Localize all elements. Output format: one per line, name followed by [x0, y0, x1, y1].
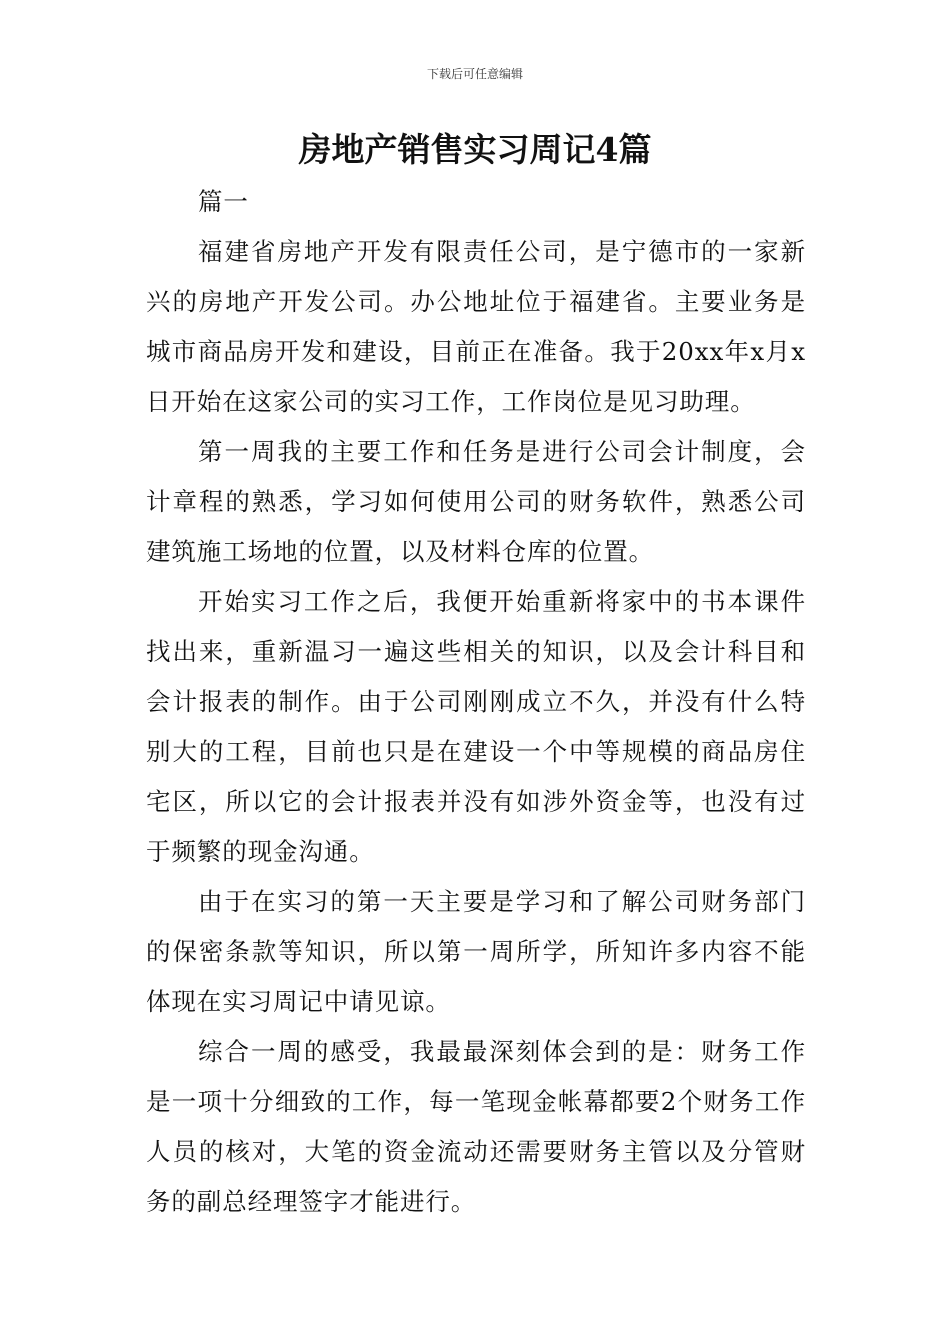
document-body	[146, 177, 806, 1227]
paragraph-5: 综合一周的感受，我最最深刻体会到的是：财务工作是一项十分细致的工作，每一笔现金帐幕都要2个财务工作人员的核对，大笔的资金流动还需要财务主管以及分管财务的副总经理签字才能进行。	[146, 1037, 806, 1216]
paragraph-2: 第一周我的主要工作和任务是进行公司会计制度，会计章程的熟悉，学习如何使用公司的财务软件，熟悉公司建筑施工场地的位置，以及材料仓库的位置。	[146, 437, 806, 566]
paragraph-1: 福建省房地产开发有限责任公司，是宁德市的一家新兴的房地产开发公司。办公地址位于福建省。主要业务是城市商品房开发和建设，目前正在准备。我于20xx年x月x日开始在这家公司的实习工作，工作岗位是见习助理。	[146, 237, 806, 416]
paragraph-3: 开始实习工作之后，我便开始重新将家中的书本课件找出来，重新温习一遍这些相关的知识，以及会计科目和会计报表的制作。由于公司刚刚成立不久，并没有什么特别大的工程，目前也只是在建设一个中等规模的商品房住宅区，所以它的会计报表并没有如涉外资金等，也没有过于频繁的现金沟通。	[146, 587, 806, 866]
paragraph-4: 由于在实习的第一天主要是学习和了解公司财务部门的保密条款等知识，所以第一周所学，所知许多内容不能体现在实习周记中请见谅。	[146, 887, 806, 1016]
section-label: 篇一	[198, 187, 249, 216]
document-title: 房地产销售实习周记4篇	[298, 130, 652, 169]
header-note: 下载后可任意编辑	[426, 67, 523, 81]
